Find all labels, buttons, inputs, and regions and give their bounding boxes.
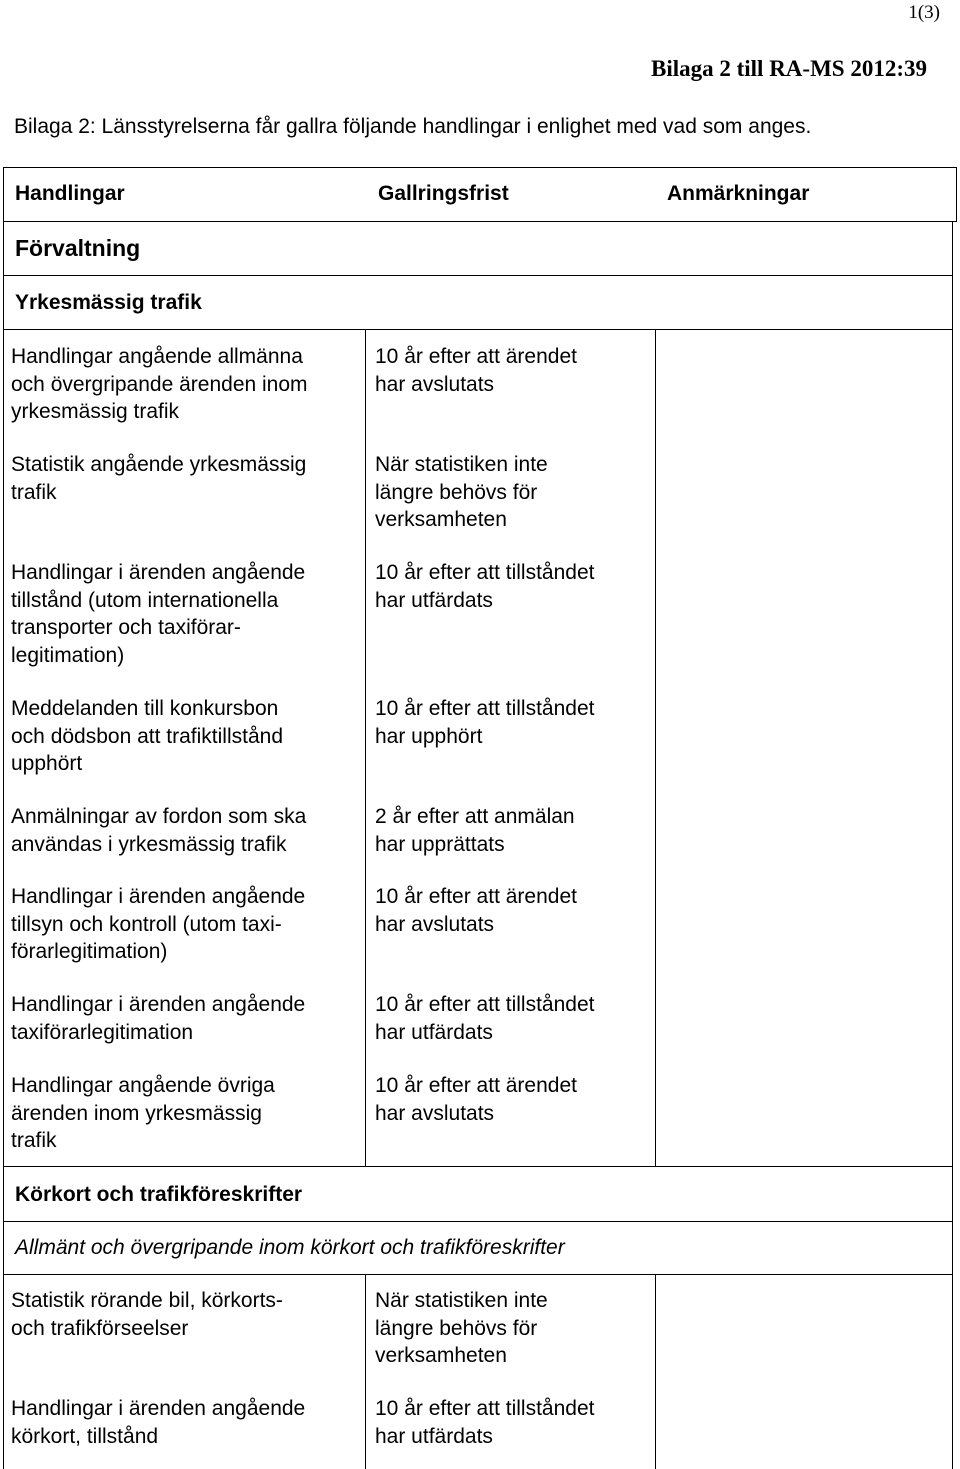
gallringsfrist-cell-line: 10 år efter att tillståndet (375, 697, 595, 720)
handling-cell-line: Handlingar i ärenden angående (11, 1397, 306, 1420)
gallringsfrist-cell-line: har utfärdats (375, 1424, 493, 1448)
handling-cell-line: Statistik rörande bil, körkorts- (11, 1289, 283, 1312)
handling-cell-line: körkort, tillstånd (11, 1424, 159, 1448)
gallringsfrist-cell-line: har avslutats (375, 1101, 495, 1125)
gallringsfrist-cell-line: längre behövs för (375, 480, 538, 504)
gallringsfrist-cell-line: har upprättats (375, 832, 505, 856)
handling-cell-line: yrkesmässig trafik (11, 400, 180, 423)
gallringsfrist-cell (375, 883, 655, 938)
gallringsfrist-cell-line: har utfärdats (375, 1020, 493, 1044)
handling-cell-line: Handlingar angående övriga (11, 1074, 275, 1097)
gallringsfrist-cell-line: har utfärdats (375, 588, 493, 612)
gallringsfrist-cell-line: har upphört (375, 724, 483, 748)
gallringsfrist-cell-line: längre behövs för (375, 1316, 538, 1340)
gallringsfrist-cell-line: har avslutats (375, 372, 495, 396)
column-header-anmarkningar: Anmärkningar (667, 182, 810, 205)
table-header (3, 167, 957, 222)
column-divider (365, 1275, 366, 1469)
handling-cell-line: tillsyn och kontroll (utom taxi- (11, 912, 282, 936)
handling-cell-line: upphört (11, 752, 83, 775)
handling-cell-line: Handlingar i ärenden angående (11, 885, 306, 908)
handling-cell (11, 451, 356, 506)
column-divider (365, 330, 366, 1166)
gallringsfrist-cell (375, 1395, 655, 1450)
column-divider (655, 1275, 656, 1469)
gallringsfrist-cell-line: 10 år efter att ärendet (375, 345, 577, 368)
column-divider (655, 330, 656, 1166)
handling-cell-line: användas i yrkesmässig trafik (11, 832, 287, 856)
handling-cell-line: Meddelanden till konkursbon (11, 697, 279, 720)
gallringsfrist-cell (375, 559, 655, 614)
handling-cell-line: Handlingar i ärenden angående (11, 993, 306, 1016)
gallringsfrist-cell-line: 10 år efter att tillståndet (375, 993, 595, 1016)
handling-cell (11, 559, 356, 669)
handling-cell-line: taxiförarlegitimation (11, 1020, 194, 1044)
handling-cell-line: legitimation) (11, 643, 125, 667)
handling-cell-line: transporter och taxiförar- (11, 616, 241, 639)
section-forvaltning-label: Förvaltning (15, 235, 141, 261)
handling-cell (11, 343, 356, 426)
gallringsfrist-cell-line: När statistiken inte (375, 453, 548, 476)
column-header-handlingar: Handlingar (15, 182, 125, 205)
handling-cell (11, 1287, 356, 1342)
gallringsfrist-cell-line: 10 år efter att ärendet (375, 885, 577, 908)
gallringsfrist-cell-line: När statistiken inte (375, 1289, 548, 1312)
gallringsfrist-cell-line: 10 år efter att ärendet (375, 1074, 577, 1097)
gallringsfrist-cell (375, 1287, 655, 1370)
handling-cell (11, 803, 356, 858)
handling-cell-line: Statistik angående yrkesmässig (11, 453, 307, 476)
handling-cell-line: tillstånd (utom internationella (11, 588, 279, 612)
subsection-allmant-korkort (3, 1221, 953, 1275)
handling-cell-line: och övergripande ärenden inom (11, 372, 308, 396)
handling-cell-line: Handlingar angående allmänna (11, 345, 303, 368)
gallringsfrist-cell (375, 451, 655, 534)
handling-cell (11, 1072, 356, 1155)
gallringsfrist-cell-line: 2 år efter att anmälan (375, 805, 575, 828)
handling-cell-line: trafik (11, 480, 57, 504)
handling-cell (11, 1395, 356, 1450)
page-number: 1(3) (908, 2, 940, 23)
handling-cell (11, 883, 356, 966)
handling-cell-line: Anmälningar av fordon som ska (11, 805, 307, 828)
section-forvaltning (3, 221, 953, 276)
document-title: Bilaga 2 till RA-MS 2012:39 (651, 56, 927, 81)
section-korkort (3, 1166, 953, 1222)
section-yrkesmassig-label: Yrkesmässig trafik (15, 291, 202, 314)
handling-cell-line: förarlegitimation) (11, 940, 168, 963)
subsection-allmant-korkort-label: Allmänt och övergripande inom körkort och trafikföreskrifter (15, 1236, 565, 1259)
gallringsfrist-cell-line: verksamheten (375, 508, 507, 531)
column-header-gallringsfrist: Gallringsfrist (378, 182, 509, 205)
handling-cell-line: trafik (11, 1129, 57, 1152)
handling-cell-line: Handlingar i ärenden angående (11, 561, 306, 584)
gallringsfrist-cell (375, 991, 655, 1046)
handling-cell-line: ärenden inom yrkesmässig (11, 1101, 262, 1125)
handling-cell (11, 991, 356, 1046)
section-korkort-label: Körkort och trafikföreskrifter (15, 1183, 303, 1206)
handling-cell-line: och trafikförseelser (11, 1316, 189, 1340)
gallringsfrist-cell (375, 803, 655, 858)
gallringsfrist-cell-line: verksamheten (375, 1344, 507, 1367)
handling-cell-line: och dödsbon att trafiktillstånd (11, 724, 283, 748)
gallringsfrist-cell-line: 10 år efter att tillståndet (375, 561, 595, 584)
section-yrkesmassig (3, 275, 953, 330)
gallringsfrist-cell-line: har avslutats (375, 912, 495, 936)
intro-text: Bilaga 2: Länsstyrelserna får gallra följande handlingar i enlighet med vad som anges. (14, 115, 812, 138)
handling-cell (11, 695, 356, 778)
gallringsfrist-cell (375, 695, 655, 750)
gallringsfrist-cell (375, 1072, 655, 1127)
gallringsfrist-cell-line: 10 år efter att tillståndet (375, 1397, 595, 1420)
gallringsfrist-cell (375, 343, 655, 398)
